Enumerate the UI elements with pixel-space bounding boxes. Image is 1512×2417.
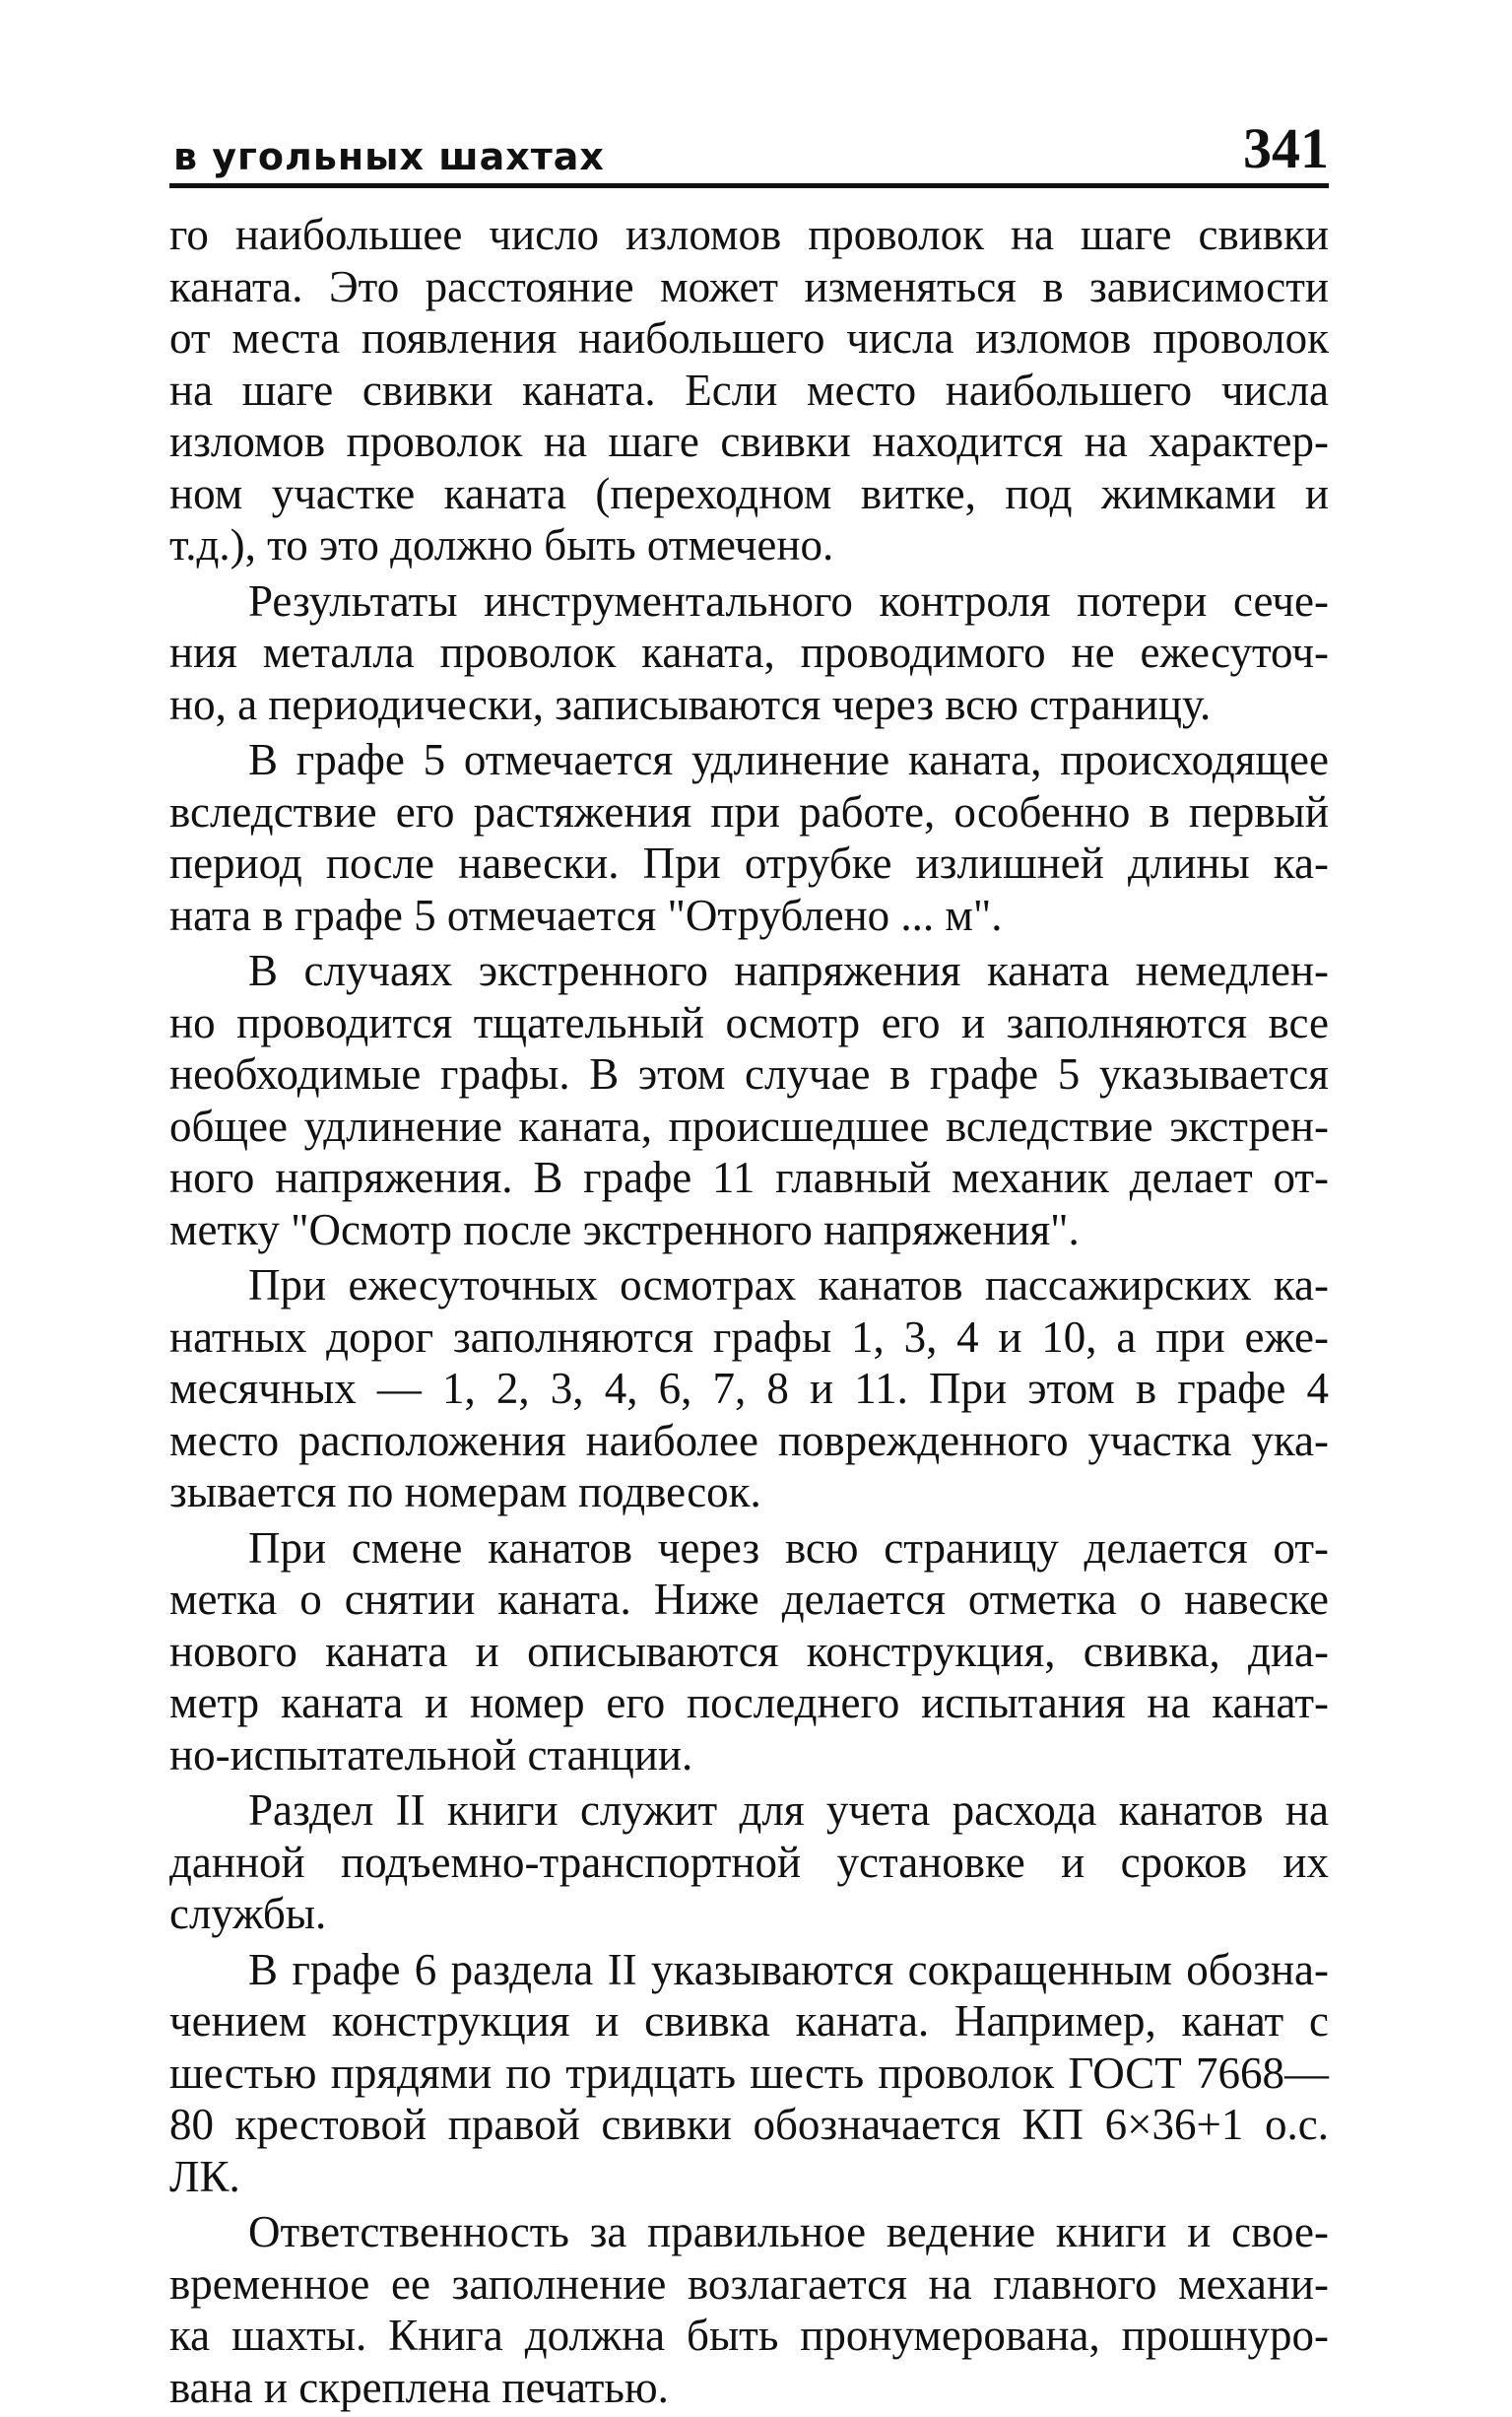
paragraph bbox=[169, 209, 1329, 571]
text-line: место расположения наиболее поврежденного участка ука- bbox=[169, 1415, 1329, 1465]
text-line: зывается по номерам подвесок. bbox=[169, 1467, 761, 1516]
paragraph bbox=[169, 734, 1329, 941]
text-line: натных дорог заполняются графы 1, 3, 4 и 10, а при еже- bbox=[169, 1311, 1329, 1362]
text-line: В случаях экстренного напряжения каната немедлен- bbox=[248, 946, 1329, 995]
text-line: данной подъемно-транспортной установке и сроков их bbox=[169, 1837, 1329, 1887]
text-line: 80 крестовой правой свивки обозначается КП 6×36+1 о.с. bbox=[169, 2100, 1329, 2149]
text-line: ном участке каната (переходном витке, под жимками и bbox=[169, 468, 1329, 518]
text-line: изломов проволок на шаге свивки находится на характер- bbox=[169, 417, 1329, 466]
paragraph bbox=[169, 1944, 1329, 2203]
text-line: нового каната и описываются конструкция, свивка, диа- bbox=[169, 1626, 1329, 1676]
paragraph bbox=[169, 575, 1329, 731]
text-line: вследствие его растяжения при работе, особенно в первый bbox=[169, 786, 1329, 837]
text-line: но-испытательной станции. bbox=[169, 1729, 693, 1779]
paragraph bbox=[169, 1784, 1329, 1940]
text-line: При ежесуточных осмотрах канатов пассажирских ка- bbox=[248, 1260, 1329, 1309]
text-line: на шаге свивки каната. Если место наибольшего числа bbox=[169, 365, 1329, 415]
text-line: ка шахты. Книга должна быть пронумерована, прошнуро- bbox=[169, 2311, 1329, 2360]
paragraph bbox=[169, 945, 1329, 1255]
body-text bbox=[169, 209, 1329, 2417]
text-line: ного напряжения. В графе 11 главный механик делает от- bbox=[169, 1153, 1329, 1202]
text-line: временное ее заполнение возлагается на главного механи- bbox=[169, 2258, 1329, 2309]
paragraph bbox=[169, 1522, 1329, 1781]
text-line: ния металла проволок каната, проводимого не ежесуточ- bbox=[169, 628, 1329, 677]
text-line: вана и скреплена печатью. bbox=[169, 2362, 669, 2412]
text-line: ЛК. bbox=[169, 2151, 240, 2201]
text-line: ната в графе 5 отмечается "Отрублено ... м". bbox=[169, 890, 1003, 940]
text-line: При смене канатов через всю страницу делается от- bbox=[248, 1522, 1329, 1573]
text-line: т.д.), то это должно быть отмечено. bbox=[169, 520, 834, 570]
paragraph bbox=[169, 1259, 1329, 1518]
text-line: метку "Осмотр после экстренного напряжения". bbox=[169, 1204, 1080, 1254]
text-line: чением конструкция и свивка каната. Например, канат с bbox=[169, 1996, 1329, 2046]
paragraph bbox=[169, 2206, 1329, 2413]
text-line: службы. bbox=[169, 1889, 327, 1938]
page-header bbox=[169, 116, 1329, 189]
text-line: Результаты инструментального контроля потери сече- bbox=[248, 575, 1329, 626]
text-line: Ответственность за правильное ведение книги и свое- bbox=[248, 2207, 1329, 2256]
text-line: метка о снятии каната. Ниже делается отметка о навеске bbox=[169, 1575, 1329, 1624]
page-number: 341 bbox=[1243, 116, 1329, 180]
text-line: но проводится тщательный осмотр его и заполняются все bbox=[169, 997, 1329, 1047]
header-rule bbox=[169, 183, 1329, 188]
text-line: го наибольшее число изломов проволок на шаге свивки bbox=[169, 210, 1329, 259]
text-line: каната. Это расстояние может изменяться в зависимости bbox=[169, 261, 1329, 311]
text-line: месячных — 1, 2, 3, 4, 6, 7, 8 и 11. При этом в графе 4 bbox=[169, 1364, 1329, 1413]
text-line: общее удлинение каната, происшедшее вследствие экстрен- bbox=[169, 1101, 1329, 1151]
text-line: метр каната и номер его последнего испытания на канат- bbox=[169, 1678, 1329, 1727]
text-line: Раздел II книги служит для учета расхода канатов на bbox=[248, 1785, 1329, 1835]
text-line: но, а периодически, записываются через всю страницу. bbox=[169, 679, 1212, 729]
text-line: шестью прядями по тридцать шесть проволок ГОСТ 7668— bbox=[169, 2048, 1329, 2098]
text-line: В графе 6 раздела II указываются сокращенным обозна- bbox=[248, 1944, 1329, 1994]
text-line: необходимые графы. В этом случае в графе 5 указывается bbox=[169, 1049, 1329, 1099]
running-head: в угольных шахтах bbox=[173, 135, 605, 178]
text-line: В графе 5 отмечается удлинение каната, происходящее bbox=[248, 735, 1329, 784]
text-line: период после навески. При отрубке излишней длины ка- bbox=[169, 839, 1329, 888]
text-line: от места появления наибольшего числа изломов проволок bbox=[169, 313, 1329, 363]
